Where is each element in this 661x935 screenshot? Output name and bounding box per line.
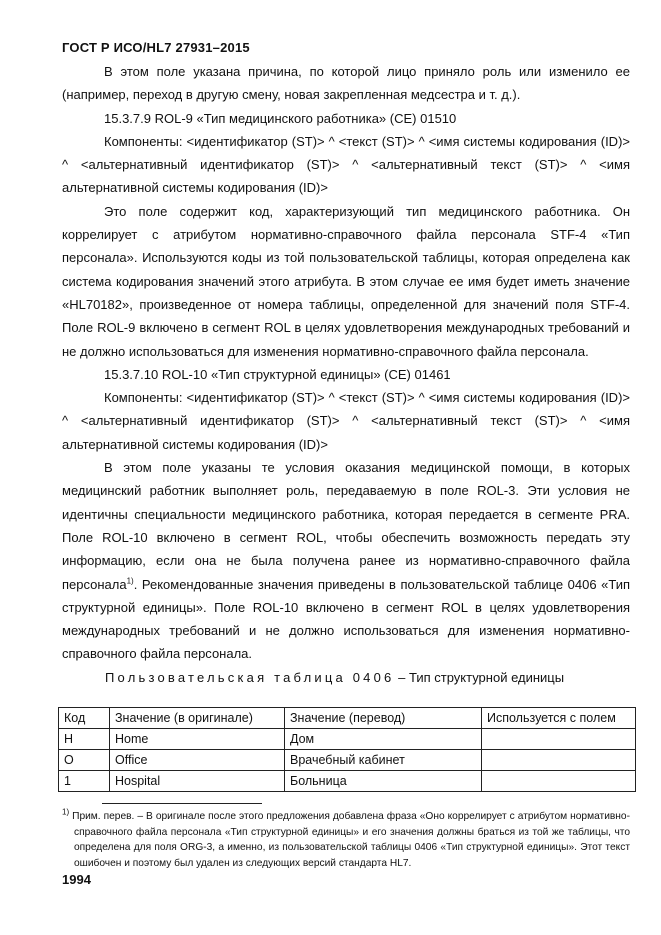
body-text [62,60,630,689]
table-caption-dash: – [394,669,409,685]
cell-translated-value: Дом [285,729,482,750]
cell-code: O [59,750,110,771]
cell-code: H [59,729,110,750]
footnote-reference: 1) [126,576,134,586]
table-row [59,729,636,750]
footnote [62,809,630,871]
table-caption-title: Тип структурной единицы [408,669,565,685]
components-rol10: Компоненты: <идентификатор (ST)> ^ <текст (ST)> ^ <имя системы кодирования (ID)> ^ <альтернативный идентификатор (ST)> ^ <альтернативный текст (ST)> ^ <имя альтернативной системы кодирования (ID)> [62,390,630,452]
table-caption-label: Пользовательская таблица 0406 [105,669,395,685]
cell-translated-value: Врачебный кабинет [285,750,482,771]
table-row [59,771,636,792]
paragraph-reason: В этом поле указана причина, по которой лицо приняло роль или изменило ее (например, переход в другую смену, новая закрепленная медсестра и т. д.). [62,64,630,103]
section-heading-rol10: 15.3.7.10 ROL-10 «Тип структурной единицы» (CE) 01461 [104,366,451,382]
footnote-divider [102,803,262,804]
components-rol9: Компоненты: <идентификатор (ST)> ^ <текст (ST)> ^ <имя системы кодирования (ID)> ^ <альтернативный идентификатор (ST)> ^ <альтернативный текст (ST)> ^ <имя альтернативной системы кодирования (ID)> [62,133,630,196]
paragraph-rol10-text-end: . Рекомендованные значения приведены в пользовательской таблице 0406 «Тип структурной единицы». Поле ROL-10 включено в сегмент ROL в целях удовлетворения международных требований и не должно использоваться для изменения нормативно-справочного файла персонала. [62,576,630,662]
cell-used-with-field [482,729,636,750]
cell-code: 1 [59,771,110,792]
footnote-paragraph [62,809,630,871]
table-row [59,750,636,771]
cell-used-with-field [482,771,636,792]
cell-original-value: Hospital [110,771,285,792]
standard-header: ГОСТ Р ИСО/HL7 27931–2015 [62,40,250,55]
column-header-translated-value: Значение (перевод) [285,708,482,729]
paragraph-rol10-text: В этом поле указаны те условия оказания медицинской помощи, в которых медицинский работник выполняет роль, передаваемую в поле ROL-3. Эти условия не идентичны специальности медицинского работника, которая передается в сегменте PRA. Поле ROL-10 включено в сегмент ROL, чтобы обеспечить возможность передать эту информацию, если она не была получена ранее из нормативно-справочного файла персонала [62,460,630,592]
cell-used-with-field [482,750,636,771]
table-header-row [59,708,636,729]
paragraph-rol10-description [62,456,630,666]
cell-translated-value: Больница [285,771,482,792]
cell-original-value: Home [110,729,285,750]
user-table-0406 [58,707,636,792]
footnote-marker: 1) [62,807,70,817]
paragraph-rol9-description: Это поле содержит код, характеризующий тип медицинского работника. Он коррелирует с атрибутом нормативно-справочного файла персонала STF-4 «Тип персонала». Используются коды из той пользовательской таблицы, которая определена как система кодирования значений этого атрибута. В этом случае ее имя будет иметь значение «HL70182», произведенное от номера таблицы, определенной для значений поля STF-4. Поле ROL-9 включено в сегмент ROL в целях удовлетворения международных требований и не должно использоваться для изменения нормативно-справочного файла персонала. [62,203,630,359]
column-header-original-value: Значение (в оригинале) [110,708,285,729]
table-caption [62,666,630,689]
column-header-used-with-field: Используется с полем [482,708,636,729]
section-heading-rol9: 15.3.7.9 ROL-9 «Тип медицинского работника» (CE) 01510 [104,110,457,126]
page-number: 1994 [62,872,91,887]
column-header-code: Код [59,708,110,729]
footnote-text: Прим. перев. – В оригинале после этого предложения добавлена фраза «Оно коррелирует с атрибутом нормативно-справочного файла персонала «Тип структурной единицы» и его значения должны браться из той же таблицы, что определена для поля ORG-3, а именно, из пользовательской таблицы 0406 «Тип структурной единицы». Этот текст ошибочен и поэтому был удален из следующих версий стандарта HL7. [69,811,630,869]
cell-original-value: Office [110,750,285,771]
